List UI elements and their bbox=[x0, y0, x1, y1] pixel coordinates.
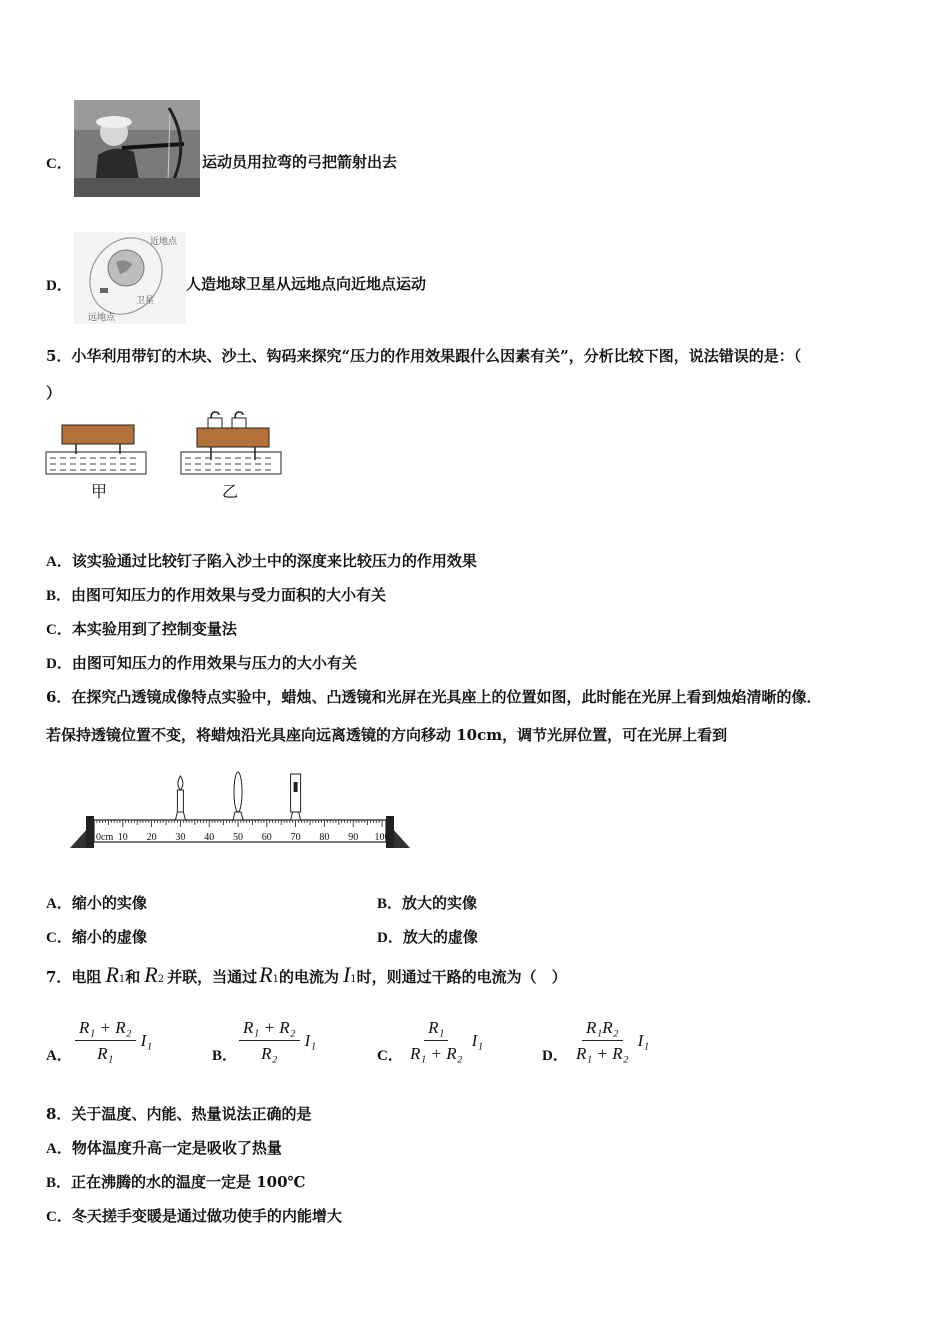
q7-stem-p4: 的电流为 bbox=[278, 968, 339, 986]
fraction-denominator: R₁ + R₂ bbox=[576, 1044, 629, 1063]
q6-option-d-label: D． bbox=[377, 930, 403, 946]
near-point-text: 近地点 bbox=[150, 237, 178, 247]
q7-option-a-formula bbox=[75, 1018, 152, 1064]
fraction-factor: I₁ bbox=[304, 1031, 317, 1050]
q5-option-a-label: A． bbox=[46, 554, 72, 570]
q7-r2-sub: 2 bbox=[157, 974, 165, 985]
q8-option-a[interactable] bbox=[46, 1137, 282, 1158]
lens-holder bbox=[233, 812, 243, 820]
q8-option-a-label: A． bbox=[46, 1141, 72, 1157]
satellite-orbit-figure bbox=[74, 232, 186, 324]
q5-stem: 5．小华利用带钉的木块、沙土、钩码来探究“压力的作用效果跟什么因素有关”，分析比较下图，说法错误的是：（ bbox=[46, 347, 802, 365]
fraction-numerator: R₁ bbox=[424, 1018, 448, 1041]
q7-stem-p1: 7．电阻 bbox=[46, 968, 102, 986]
ruler-tick-label: 10 bbox=[117, 832, 128, 843]
q5-option-d-text: 由图可知压力的作用效果与压力的大小有关 bbox=[71, 654, 357, 672]
q7-r3: R bbox=[259, 962, 273, 987]
fraction-numerator: R₁ + R₂ bbox=[75, 1018, 136, 1041]
q5-option-d[interactable] bbox=[46, 652, 357, 673]
q4-option-c-text: 运动员用拉弯的弓把箭射出去 bbox=[202, 153, 398, 171]
q5-option-d-label: D． bbox=[46, 656, 72, 672]
q4-option-c-label: C． bbox=[46, 156, 72, 172]
candle-holder bbox=[175, 812, 185, 820]
q7-option-d-label: D． bbox=[542, 1048, 568, 1064]
q7-r2: R bbox=[144, 962, 158, 987]
fig-jia-label: 甲 bbox=[91, 482, 108, 501]
optical-bench-figure bbox=[66, 768, 416, 856]
q7-option-a-label: A． bbox=[46, 1048, 72, 1064]
convex-lens bbox=[234, 772, 242, 812]
ruler-tick-label: 90 bbox=[348, 832, 359, 843]
q6-option-c[interactable] bbox=[46, 926, 147, 947]
q5-option-c-text: 本实验用到了控制变量法 bbox=[71, 620, 237, 638]
q6-option-a[interactable] bbox=[46, 892, 147, 913]
ruler-tick-label: 80 bbox=[319, 832, 330, 843]
q6-option-a-text: 缩小的实像 bbox=[71, 894, 147, 912]
ruler-tick-label: 50 bbox=[233, 832, 243, 843]
q5-option-a[interactable] bbox=[46, 550, 477, 571]
candle bbox=[177, 790, 183, 812]
ruler-tick-label: 70 bbox=[290, 832, 301, 843]
fraction-factor: I₁ bbox=[140, 1031, 153, 1050]
q6-option-d-text: 放大的虚像 bbox=[402, 928, 478, 946]
q7-option-c-formula bbox=[406, 1018, 483, 1064]
ruler-tick-label: 30 bbox=[175, 832, 186, 843]
fraction-factor: I₁ bbox=[637, 1031, 650, 1050]
q5-stem-end: ） bbox=[46, 384, 62, 402]
q6-option-a-label: A． bbox=[46, 896, 72, 912]
q8-option-c[interactable] bbox=[46, 1205, 342, 1226]
q6-stem-line1: 6．在探究凸透镜成像特点实验中，蜡烛、凸透镜和光屏在光具座上的位置如图，此时能在光屏上看到烛焰清晰的像． bbox=[46, 688, 822, 706]
q7-r3-sub: 1 bbox=[272, 974, 279, 985]
q4-option-d-text: 人造地球卫星从远地点向近地点运动 bbox=[186, 275, 427, 293]
q5-option-c-label: C． bbox=[46, 622, 72, 638]
fig-yi-label: 乙 bbox=[222, 482, 239, 501]
q6-option-d[interactable] bbox=[377, 926, 478, 947]
q7-stem-p5: 时，则通过干路的电流为（ ） bbox=[356, 968, 567, 986]
q8-stem: 8．关于温度、内能、热量说法正确的是 bbox=[46, 1105, 312, 1123]
q7-stem bbox=[46, 962, 567, 988]
q7-r1-sub: 1 bbox=[118, 974, 126, 985]
ruler-tick-label: 40 bbox=[204, 832, 215, 843]
q7-r1: R bbox=[105, 962, 119, 987]
q6-option-b[interactable] bbox=[377, 892, 477, 913]
q7-stem-p3: 并联，当通过 bbox=[167, 968, 258, 986]
q7-i1: I bbox=[342, 962, 351, 987]
fraction-denominator: R₁ + R₂ bbox=[410, 1044, 463, 1063]
far-point-text: 远地点 bbox=[88, 313, 116, 323]
q5-option-b-text: 由图可知压力的作用效果与受力面积的大小有关 bbox=[71, 586, 387, 604]
q5-option-c[interactable] bbox=[46, 618, 237, 639]
q7-option-b-label: B． bbox=[212, 1048, 238, 1064]
q8-option-b[interactable] bbox=[46, 1171, 306, 1192]
light-screen bbox=[291, 774, 301, 812]
ruler-tick-label: 20 bbox=[146, 832, 157, 843]
fraction-factor: I₁ bbox=[471, 1031, 484, 1050]
q8-option-b-text: 正在沸腾的水的温度一定是 100℃ bbox=[71, 1173, 306, 1191]
archer-photo bbox=[74, 100, 200, 197]
q7-option-c-label: C． bbox=[377, 1048, 403, 1064]
q6-stem-line2: 若保持透镜位置不变，将蜡烛沿光具座向远离透镜的方向移动 10cm，调节光屏位置，可在光屏上看到 bbox=[46, 726, 728, 744]
screen-image bbox=[294, 782, 298, 792]
q5-option-b[interactable] bbox=[46, 584, 386, 605]
q6-option-c-label: C． bbox=[46, 930, 72, 946]
q8-option-c-label: C． bbox=[46, 1209, 72, 1225]
q7-i1-sub: 1 bbox=[350, 974, 357, 985]
q5-figure bbox=[42, 408, 292, 502]
fraction-denominator: R₂ bbox=[261, 1044, 278, 1063]
q6-option-c-text: 缩小的虚像 bbox=[71, 928, 147, 946]
q7-stem-p2: 和 bbox=[125, 968, 141, 986]
q8-option-c-text: 冬天搓手变暖是通过做功使手的内能增大 bbox=[71, 1207, 342, 1225]
ruler-tick-label: 100 bbox=[374, 832, 390, 843]
screen-holder bbox=[291, 812, 301, 820]
candle-flame bbox=[178, 776, 183, 790]
fraction-numerator: R₁R₂ bbox=[582, 1018, 623, 1041]
q8-option-a-text: 物体温度升高一定是吸收了热量 bbox=[71, 1139, 282, 1157]
q5-option-a-text: 该实验通过比较钉子陷入沙土中的深度来比较压力的作用效果 bbox=[71, 552, 477, 570]
q6-option-b-label: B． bbox=[377, 896, 403, 912]
q7-option-d-formula bbox=[572, 1018, 649, 1064]
q5-option-b-label: B． bbox=[46, 588, 72, 604]
ruler-tick-label: 0cm bbox=[96, 832, 114, 843]
q7-option-b-formula bbox=[239, 1018, 316, 1064]
q6-option-b-text: 放大的实像 bbox=[402, 894, 478, 912]
q8-option-b-label: B． bbox=[46, 1175, 72, 1191]
fraction-denominator: R₁ bbox=[97, 1044, 114, 1063]
fraction-numerator: R₁ + R₂ bbox=[239, 1018, 300, 1041]
ruler-tick-label: 60 bbox=[261, 832, 272, 843]
q4-option-d-label: D． bbox=[46, 278, 72, 294]
satellite-text: 卫星 bbox=[136, 296, 155, 306]
